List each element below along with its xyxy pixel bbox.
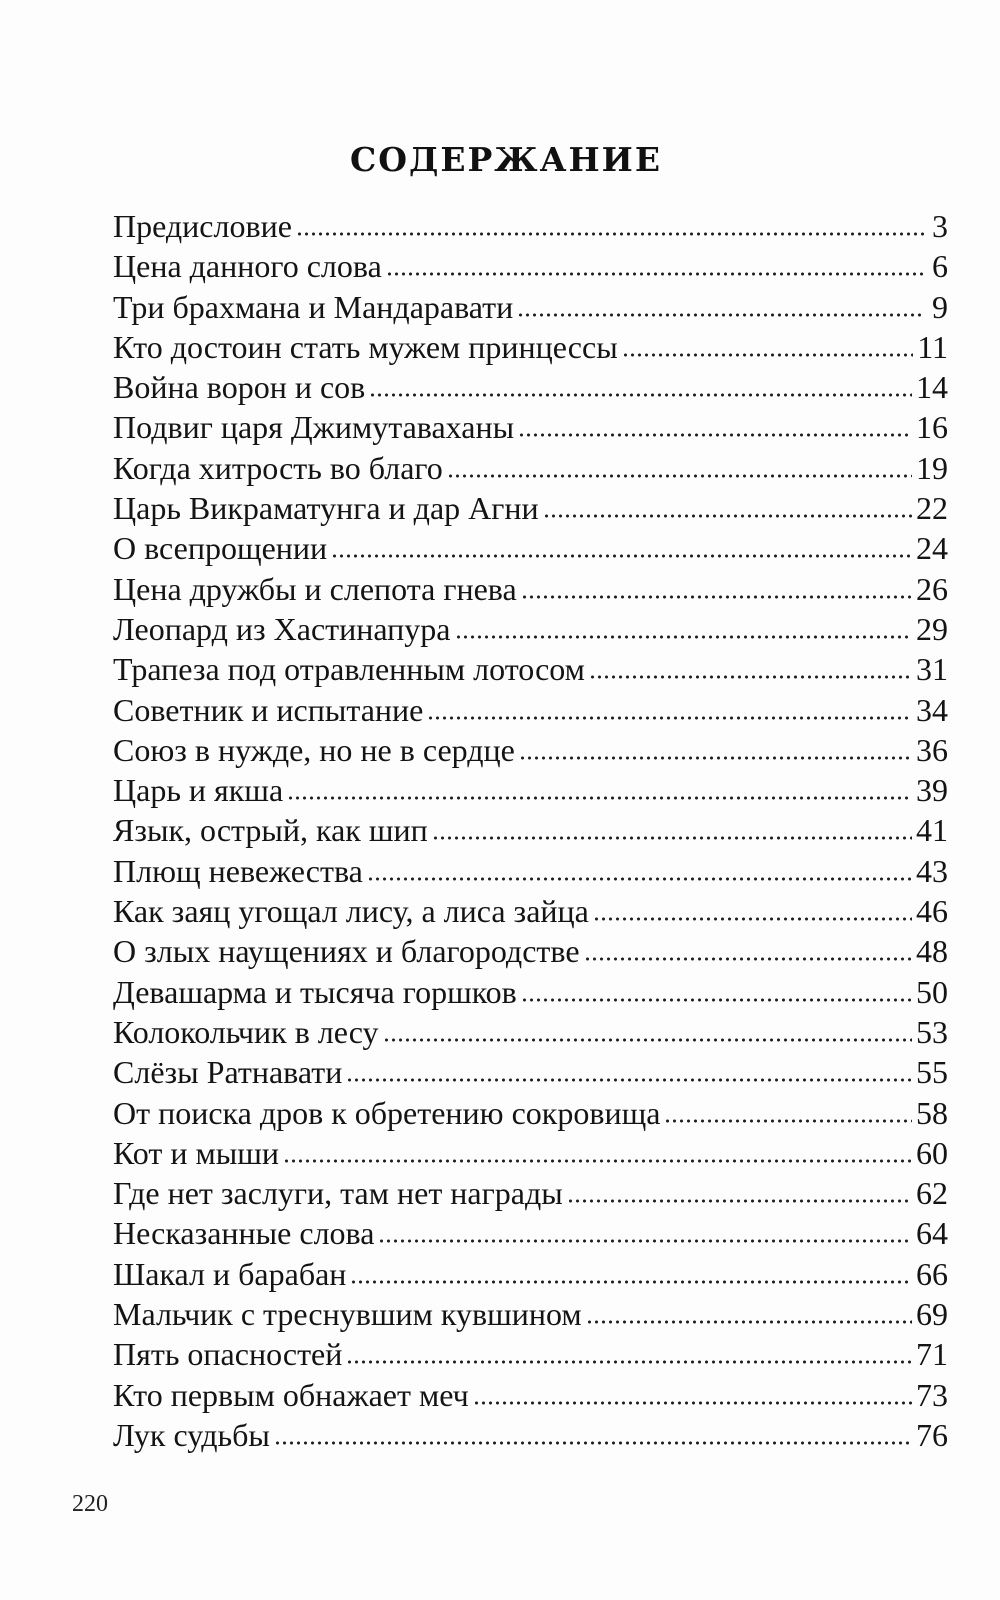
- toc-entry: [113, 407, 948, 447]
- toc-entry-page: 24: [916, 530, 948, 567]
- toc-entry-page: 9: [932, 288, 948, 325]
- dot-leader: [567, 1198, 912, 1204]
- toc-entry-page: 64: [916, 1215, 948, 1252]
- toc-entry-title: О всепрощении: [113, 530, 328, 567]
- toc-entry-title: Лук судьбы: [113, 1416, 270, 1453]
- toc-entry: [113, 206, 948, 246]
- toc-entry: [113, 448, 948, 488]
- toc-entry-title: Кто первым обнажает меч: [113, 1376, 469, 1413]
- toc-entry-title: Леопард из Хастинапура: [113, 610, 451, 647]
- toc-entry-page: 62: [916, 1175, 948, 1212]
- toc-entry-page: 58: [916, 1094, 948, 1131]
- dot-leader: [346, 1359, 912, 1365]
- dot-leader: [331, 553, 912, 559]
- toc-entry: [113, 690, 948, 730]
- dot-leader: [432, 835, 912, 841]
- toc-entry-title: Шакал и барабан: [113, 1255, 347, 1292]
- toc-entry: [113, 1375, 948, 1415]
- dot-leader: [584, 956, 912, 962]
- toc-entry: [113, 367, 948, 407]
- toc-entry: [113, 327, 948, 367]
- toc-entry: [113, 287, 948, 327]
- toc-entry-title: Союз в нужде, но не в сердце: [113, 731, 515, 768]
- toc-entry-page: 39: [916, 772, 948, 809]
- toc-entry-title: Цена дружбы и слепота гнева: [113, 570, 517, 607]
- toc-entry-page: 43: [916, 852, 948, 889]
- toc-entry-page: 14: [916, 369, 948, 406]
- toc-entry-page: 71: [916, 1336, 948, 1373]
- toc-entry: [113, 1173, 948, 1213]
- dot-leader: [350, 1279, 912, 1285]
- dot-leader: [473, 1400, 912, 1406]
- dot-leader: [378, 1238, 912, 1244]
- toc-entry-page: 69: [916, 1296, 948, 1333]
- toc-entry-page: 41: [916, 812, 948, 849]
- toc-entry: [113, 972, 948, 1012]
- toc-entry: [113, 1415, 948, 1455]
- toc-entry-title: Язык, острый, как шип: [113, 812, 428, 849]
- dot-leader: [521, 594, 912, 600]
- toc-entry: [113, 1093, 948, 1133]
- dot-leader: [296, 231, 924, 237]
- dot-leader: [274, 1440, 912, 1446]
- dot-leader: [427, 715, 912, 721]
- dot-leader: [455, 634, 913, 640]
- dot-leader: [367, 876, 912, 882]
- page-number: 220: [72, 1491, 108, 1517]
- toc-entry: [113, 1213, 948, 1253]
- toc-entry: [113, 1133, 948, 1173]
- page-title: СОДЕРЖАНИЕ: [349, 140, 662, 180]
- toc-entry: [113, 891, 948, 931]
- toc-entry-title: Предисловие: [113, 208, 292, 244]
- toc-entry-title: Девашарма и тысяча горшков: [113, 973, 517, 1010]
- toc-entry-title: Советник и испытание: [113, 691, 424, 728]
- dot-leader: [518, 432, 912, 438]
- dot-leader: [369, 392, 912, 398]
- toc-entry-title: Слёзы Ратнавати: [113, 1054, 343, 1091]
- toc-entry-title: Мальчик с треснувшим кувшином: [113, 1296, 582, 1333]
- toc-entry: [113, 1012, 948, 1052]
- toc-entry-title: Три брахмана и Мандаравати: [113, 288, 514, 325]
- toc-entry-page: 31: [916, 651, 948, 688]
- toc-entry-page: 76: [916, 1416, 948, 1453]
- toc-entry: [113, 528, 948, 568]
- toc-entry: [113, 1052, 948, 1092]
- toc-entry-title: Царь Викраматунга и дар Агни: [113, 490, 539, 527]
- dot-leader: [287, 795, 912, 801]
- toc-entry-title: О злых наущениях и благородстве: [113, 933, 580, 970]
- toc-entry: [113, 649, 948, 689]
- toc-entry-page: 3: [932, 208, 948, 244]
- dot-leader: [519, 755, 912, 761]
- toc-entry-page: 73: [916, 1376, 948, 1413]
- dot-leader: [586, 1319, 912, 1325]
- toc-entry-title: Царь и якша: [113, 772, 284, 809]
- toc-entry-title: Плющ невежества: [113, 852, 363, 889]
- dot-leader: [664, 1118, 912, 1124]
- toc-entry: [113, 609, 948, 649]
- toc-entry-title: Война ворон и сов: [113, 369, 366, 406]
- toc-entry-page: 16: [916, 409, 948, 446]
- dot-leader: [383, 1037, 912, 1043]
- toc-entry-page: 60: [916, 1134, 948, 1171]
- toc-entry-title: Кот и мыши: [113, 1134, 279, 1171]
- toc-entry-page: 19: [916, 449, 948, 486]
- toc-entry-title: Когда хитрость во благо: [113, 449, 443, 486]
- dot-leader: [283, 1158, 912, 1164]
- toc-entry: [113, 851, 948, 891]
- toc-entry-page: 34: [916, 691, 948, 728]
- toc-entry: [113, 1294, 948, 1334]
- toc-entry-title: Как заяц угощал лису, а лиса зайца: [113, 893, 589, 930]
- toc-entry: [113, 1334, 948, 1374]
- toc-entry-title: Кто достоин стать мужем принцессы: [113, 328, 618, 365]
- toc-entry-page: 50: [916, 973, 948, 1010]
- toc-entry-title: Трапеза под отравленным лотосом: [113, 651, 585, 688]
- toc-entry: [113, 569, 948, 609]
- dot-leader: [517, 312, 924, 318]
- toc-entry-page: 53: [916, 1013, 948, 1050]
- toc-entry: [113, 730, 948, 770]
- toc-entry: [113, 770, 948, 810]
- toc-entry-title: От поиска дров к обретению сокровища: [113, 1094, 661, 1131]
- toc-entry-page: 55: [916, 1054, 948, 1091]
- toc-entry-page: 48: [916, 933, 948, 970]
- toc-entry-page: 66: [916, 1255, 948, 1292]
- dot-leader: [589, 674, 912, 680]
- toc-entry: [113, 810, 948, 850]
- toc-entry-page: 6: [932, 248, 948, 285]
- toc-entry-page: 26: [916, 570, 948, 607]
- dot-leader: [593, 916, 912, 922]
- toc-entry-title: Подвиг царя Джимутаваханы: [113, 409, 515, 446]
- dot-leader: [386, 271, 924, 277]
- dot-leader: [346, 1077, 912, 1083]
- toc-entry-title: Колокольчик в лесу: [113, 1013, 379, 1050]
- toc-entry-page: 22: [916, 490, 948, 527]
- toc-entry: [113, 931, 948, 971]
- dot-leader: [447, 473, 912, 479]
- dot-leader: [543, 513, 912, 519]
- toc-entry-title: Несказанные слова: [113, 1215, 375, 1252]
- toc-entry-title: Пять опасностей: [113, 1336, 343, 1373]
- toc-entry-title: Цена данного слова: [113, 248, 382, 285]
- toc-entry-page: 29: [916, 610, 948, 647]
- toc-entry-page: 11: [917, 328, 948, 365]
- dot-leader: [521, 997, 912, 1003]
- toc-entry: [113, 246, 948, 286]
- toc-entry-page: 36: [916, 731, 948, 768]
- toc-entry: [113, 488, 948, 528]
- toc-entry-page: 46: [916, 893, 948, 930]
- toc-entry: [113, 1254, 948, 1294]
- toc-entry-title: Где нет заслуги, там нет награды: [113, 1175, 563, 1212]
- table-of-contents: [113, 206, 948, 1455]
- dot-leader: [622, 352, 914, 358]
